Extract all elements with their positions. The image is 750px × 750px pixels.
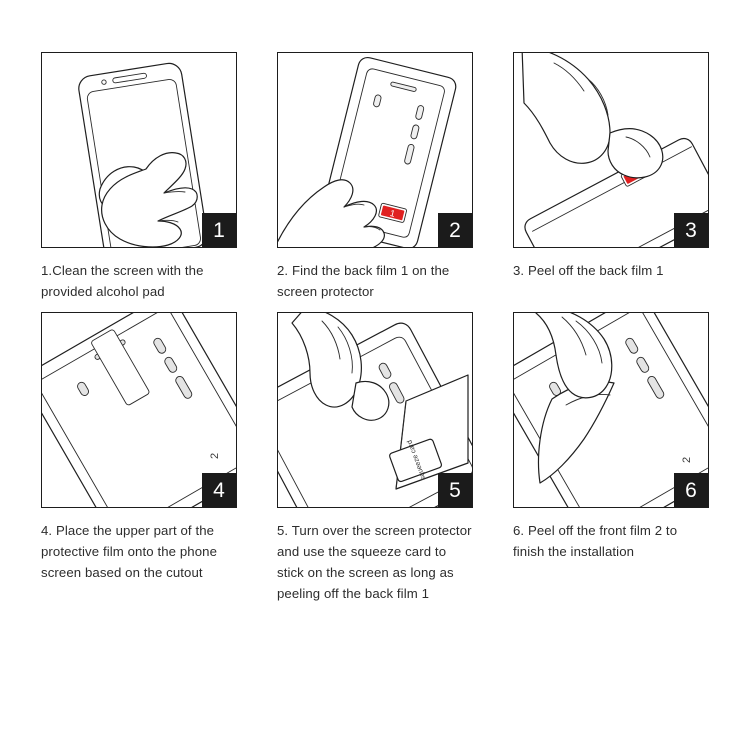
step-panel-4 (41, 312, 237, 508)
step-panel-6 (513, 312, 709, 508)
step-caption-6: 6. Peel off the front film 2 to finish the installation (513, 523, 678, 559)
step-caption-5: 5. Turn over the screen protector and use the squeeze card to stick on the screen as long as peeling off the back film 1 (277, 523, 472, 601)
step-panel-3 (513, 52, 709, 248)
squeeze-card-label: squeeze card (406, 438, 428, 481)
step-badge-1: 1 (202, 213, 236, 247)
step-4 (41, 312, 237, 604)
film-label-2-step6: 2 (681, 456, 693, 463)
step-badge-6: 6 (674, 473, 708, 507)
svg-text:1: 1 (388, 207, 397, 219)
step-badge-3: 3 (674, 213, 708, 247)
step-caption-2: 2. Find the back film 1 on the screen protector (277, 263, 450, 299)
step-badge-2: 2 (438, 213, 472, 247)
step-caption-1: 1.Clean the screen with the provided alcohol pad (41, 263, 204, 299)
step-panel-1 (41, 52, 237, 248)
step-caption-4: 4. Place the upper part of the protective film onto the phone screen based on the cutout (41, 523, 218, 580)
steps-grid (40, 52, 710, 604)
step-panel-5 (277, 312, 473, 508)
step-6 (513, 312, 709, 604)
step-badge-5: 5 (438, 473, 472, 507)
step-badge-4: 4 (202, 473, 236, 507)
step-5 (277, 312, 473, 604)
step-1 (41, 52, 237, 302)
step-2 (277, 52, 473, 302)
step-3 (513, 52, 709, 302)
step-caption-3: 3. Peel off the back film 1 (513, 263, 664, 278)
step-panel-2 (277, 52, 473, 248)
film-label-2: 2 (209, 452, 221, 459)
